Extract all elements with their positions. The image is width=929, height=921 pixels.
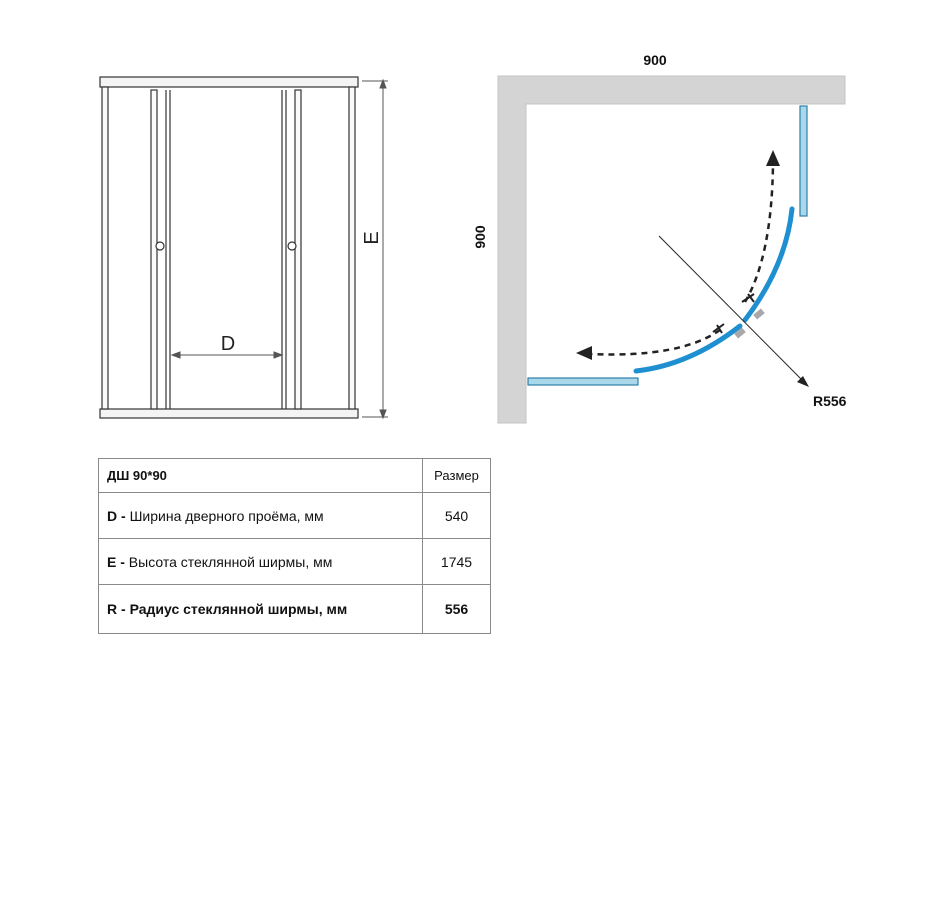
fixed-glass-right — [800, 106, 807, 216]
arrow-head-left — [576, 346, 592, 360]
table-header-row — [99, 459, 491, 493]
row-key: E — [107, 553, 117, 570]
d-dimension-label: D — [220, 333, 236, 355]
row-desc-text: Ширина дверного проёма, мм — [129, 507, 324, 524]
arrow-head-up — [766, 150, 780, 166]
e-dimension-label: E — [361, 231, 383, 245]
radius-arrow-head — [797, 376, 809, 387]
row-key: D — [107, 507, 118, 524]
row-sep: - — [117, 507, 130, 524]
row-value: 556 — [423, 585, 491, 634]
row-sep: - — [117, 601, 130, 617]
row-description — [99, 493, 423, 539]
row-value: 540 — [423, 493, 491, 539]
row-desc-text: Радиус стеклянной ширмы, мм — [129, 601, 348, 617]
depth-label: 900 — [472, 225, 488, 249]
row-description — [99, 585, 423, 634]
table-row — [99, 585, 491, 634]
row-desc-text: Высота стеклянной ширмы, мм — [128, 553, 333, 570]
radius-label: R556 — [813, 393, 847, 409]
table-row — [99, 539, 491, 585]
width-label: 900 — [643, 52, 667, 68]
row-sep: - — [116, 553, 129, 570]
table-row — [99, 493, 491, 539]
row-key: R — [107, 601, 118, 617]
curved-door-lower — [636, 326, 740, 371]
spec-table — [98, 458, 491, 634]
row-value: 1745 — [423, 539, 491, 585]
fixed-glass-bottom — [528, 378, 638, 385]
row-description — [99, 539, 423, 585]
size-header: Размер — [423, 459, 491, 493]
table-title: ДШ 90*90 — [99, 459, 423, 493]
